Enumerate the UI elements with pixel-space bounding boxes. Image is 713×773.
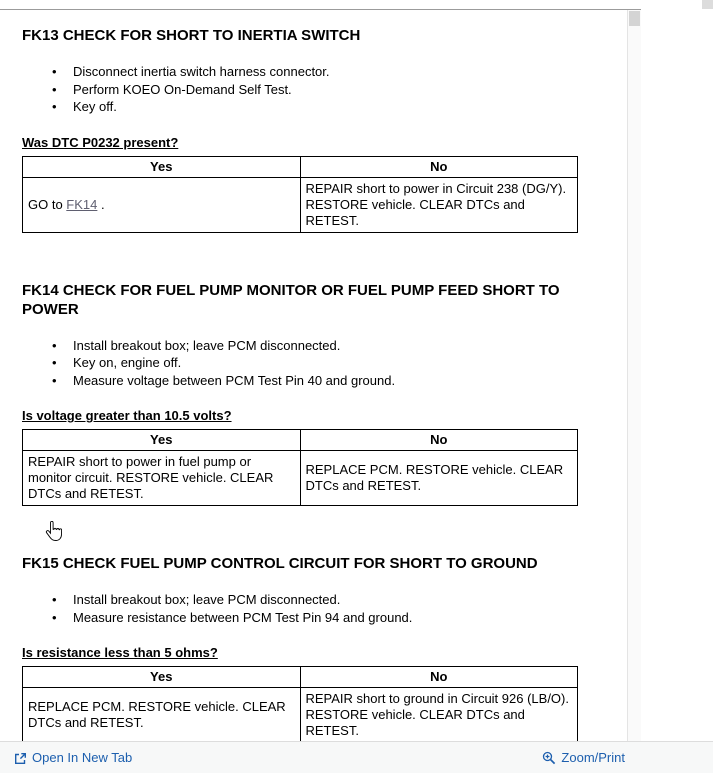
pinpoint-test-section-fk14 [22, 281, 607, 507]
bullet-list [22, 337, 607, 390]
open-in-new-icon [14, 752, 27, 765]
bullet-item: • Install breakout box; leave PCM disconnected. [73, 337, 607, 355]
pinpoint-test-section-fk13 [22, 26, 607, 233]
bullet-item: • Key off. [73, 98, 607, 116]
document-content [0, 10, 627, 741]
table-header-no: No [300, 667, 578, 688]
question-text: Was DTC P0232 present? [22, 134, 179, 150]
section-heading: FK15 CHECK FUEL PUMP CONTROL CIRCUIT FOR SHORT TO GROUND [22, 555, 538, 572]
table-header-no: No [300, 430, 578, 451]
window-scrollbar-corner [702, 0, 713, 9]
no-cell: REPAIR short to power in Circuit 238 (DG/Y). RESTORE vehicle. CLEAR DTCs and RETEST. [300, 177, 578, 232]
table-header-yes: Yes [23, 430, 301, 451]
no-cell: REPLACE PCM. RESTORE vehicle. CLEAR DTCs and RETEST. [300, 451, 578, 506]
table-header-yes: Yes [23, 667, 301, 688]
bullet-item: • Disconnect inertia switch harness connector. [73, 63, 607, 81]
yes-cell: REPLACE PCM. RESTORE vehicle. CLEAR DTCs and RETEST. [23, 688, 301, 742]
open-in-new-tab-link[interactable] [14, 749, 132, 767]
section-heading: FK13 CHECK FOR SHORT TO INERTIA SWITCH [22, 27, 361, 44]
question-text: Is voltage greater than 10.5 volts? [22, 408, 232, 423]
table-header-no: No [300, 156, 578, 177]
zoom-plus-icon [542, 751, 556, 765]
document-scrollbar-thumb[interactable] [629, 11, 640, 26]
fk14-link[interactable]: FK14 [66, 196, 98, 212]
bullet-item: • Perform KOEO On-Demand Self Test. [73, 81, 607, 99]
document-scrollbar-track[interactable] [627, 10, 641, 741]
yes-cell: REPAIR short to power in fuel pump or monitor circuit. RESTORE vehicle. CLEAR DTCs and RETEST. [23, 451, 301, 506]
table-row [23, 451, 578, 506]
table-row [23, 688, 578, 742]
go-to-text: GO to [28, 196, 67, 212]
section-heading: FK14 CHECK FOR FUEL PUMP MONITOR OR FUEL PUMP FEED SHORT TO POWER [22, 281, 560, 318]
zoom-print-label: Zoom/Print [561, 750, 625, 765]
yes-cell [23, 177, 301, 232]
decision-table [22, 666, 578, 741]
no-cell: REPAIR short to ground in Circuit 926 (LB/O). RESTORE vehicle. CLEAR DTCs and RETEST. [300, 688, 578, 742]
bullet-list [22, 591, 607, 626]
table-header-yes: Yes [23, 156, 301, 177]
viewer-footer-bar [0, 741, 713, 773]
open-in-new-tab-label: Open In New Tab [32, 750, 133, 765]
pinpoint-test-section-fk15 [22, 554, 607, 741]
bullet-item: • Install breakout box; leave PCM disconnected. [73, 591, 607, 609]
table-row [23, 177, 578, 232]
document-viewer [0, 9, 641, 741]
zoom-print-link[interactable] [542, 749, 625, 767]
bullet-item: • Measure voltage between PCM Test Pin 40 and ground. [73, 372, 607, 390]
bullet-item: • Key on, engine off. [73, 354, 607, 372]
go-to-suffix: . [97, 196, 105, 212]
bullet-item: • Measure resistance between PCM Test Pin 94 and ground. [73, 609, 607, 627]
question-text: Is resistance less than 5 ohms? [22, 645, 218, 660]
decision-table [22, 156, 578, 233]
decision-table [22, 429, 578, 506]
bullet-list [22, 63, 607, 116]
